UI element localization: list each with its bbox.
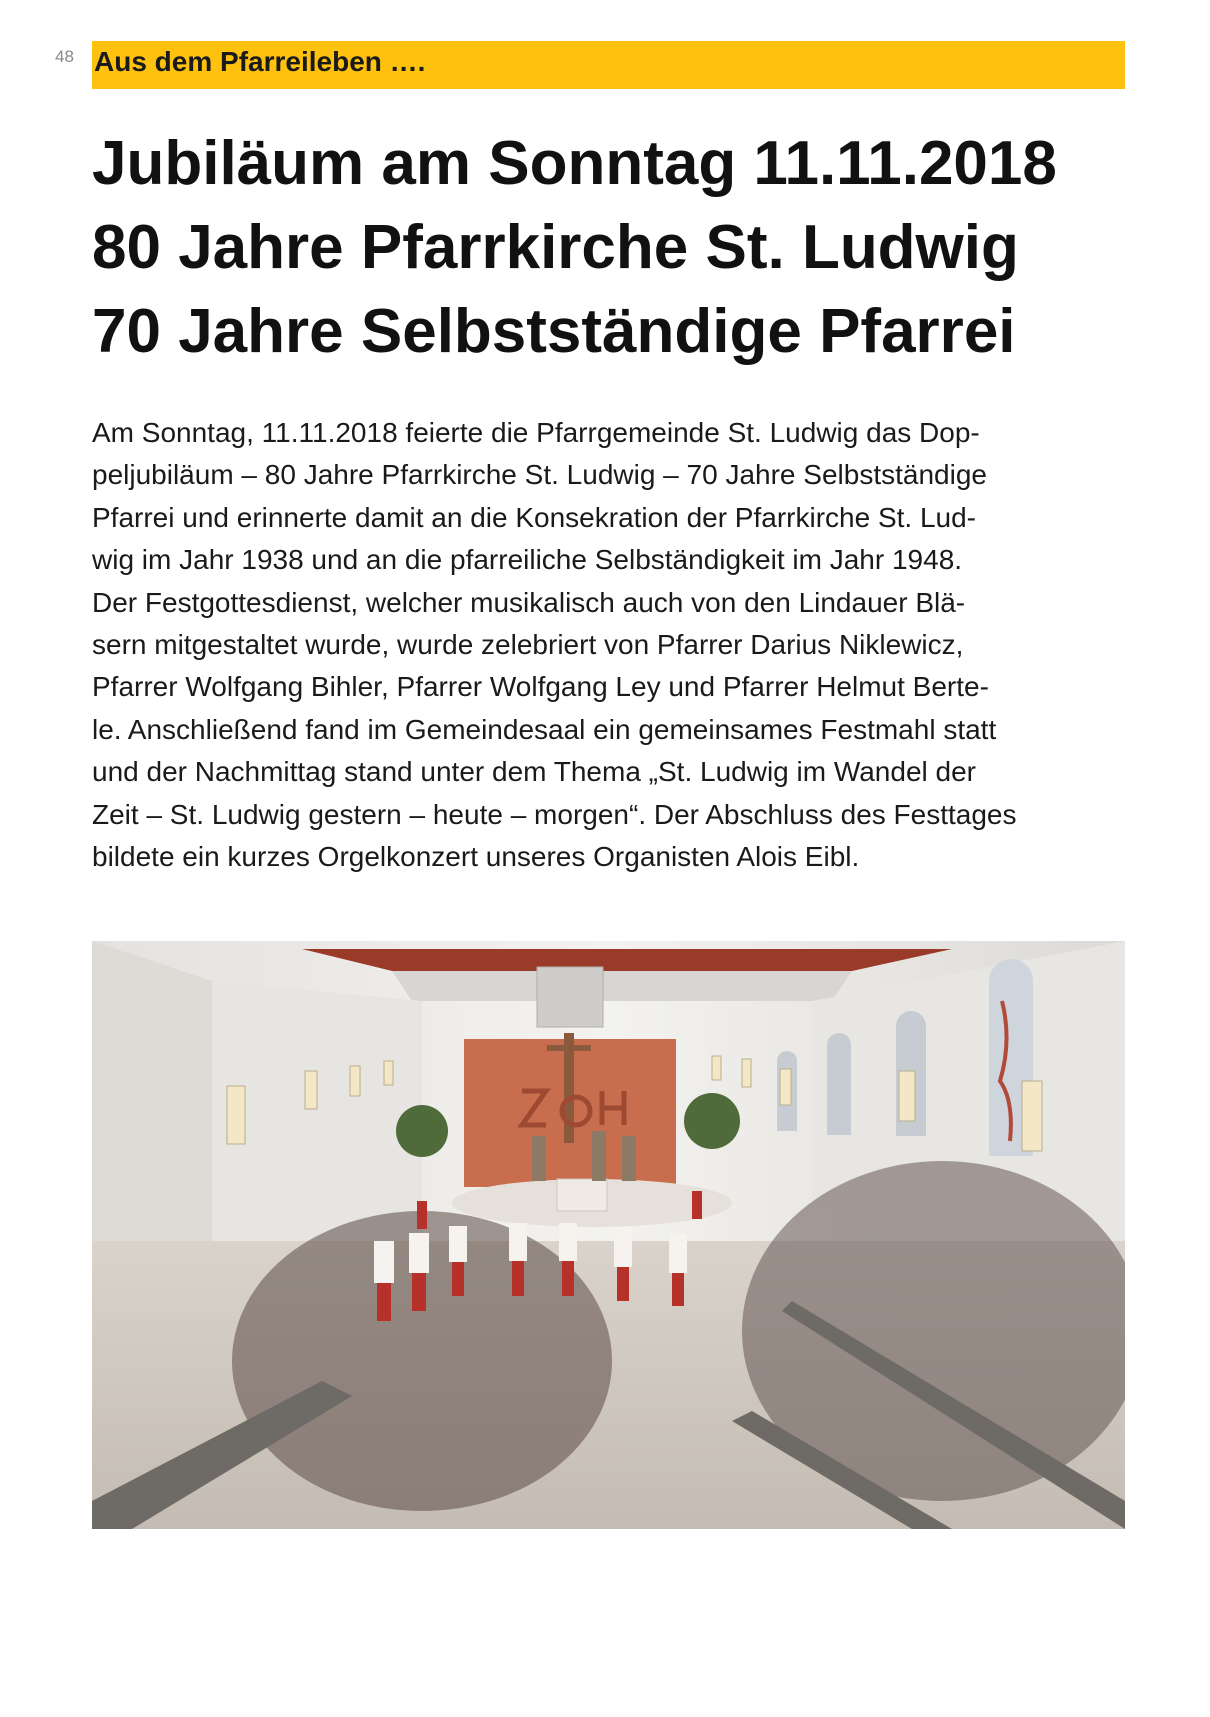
body-line: Am Sonntag, 11.11.2018 feierte die Pfarrgemeinde St. Ludwig das Dop- [92,417,980,448]
body-line: und der Nachmittag stand unter dem Thema „St. Ludwig im Wandel der [92,756,976,788]
section-label: Aus dem Pfarreileben …. [94,46,426,77]
body-line: bildete ein kurzes Orgelkonzert unseres Organisten Alois Eibl. [92,841,860,873]
body-line: Der Festgottesdienst, welcher musikalisch auch von den Lindauer Blä- [92,586,966,618]
headline-line: 70 Jahre Selbstständige Pfarrei [92,297,1016,366]
body-line: sern mitgestaltet wurde, wurde zelebriert von Pfarrer Darius Niklewicz, [92,629,964,661]
body-line: wig im Jahr 1938 und an die pfarreiliche Selbständigkeit im Jahr 1948. [92,544,963,576]
body-line: Pfarrer Wolfgang Bihler, Pfarrer Wolfgang Ley und Pfarrer Helmut Berte- [92,671,989,703]
headline-line: 80 Jahre Pfarrkirche St. Ludwig [92,213,1019,282]
section-banner [92,41,1125,89]
body-line: peljubiläum – 80 Jahre Pfarrkirche St. Ludwig – 70 Jahre Selbstständige [92,459,987,491]
body-line: le. Anschließend fand im Gemeindesaal ein gemeinsames Festmahl statt [92,713,997,745]
page-number: 48 [55,47,74,66]
body-line: Zeit – St. Ludwig gestern – heute – morgen“. Der Abschluss des Festtages [92,798,1017,830]
article-headline [92,122,1142,374]
body-line: Pfarrei und erinnerte damit an die Konsekration der Pfarrkirche St. Lud- [92,501,977,533]
article-body [92,412,1142,878]
headline-line: Jubiläum am Sonntag 11.11.2018 [92,129,1057,198]
church-interior-photo [92,941,1125,1529]
